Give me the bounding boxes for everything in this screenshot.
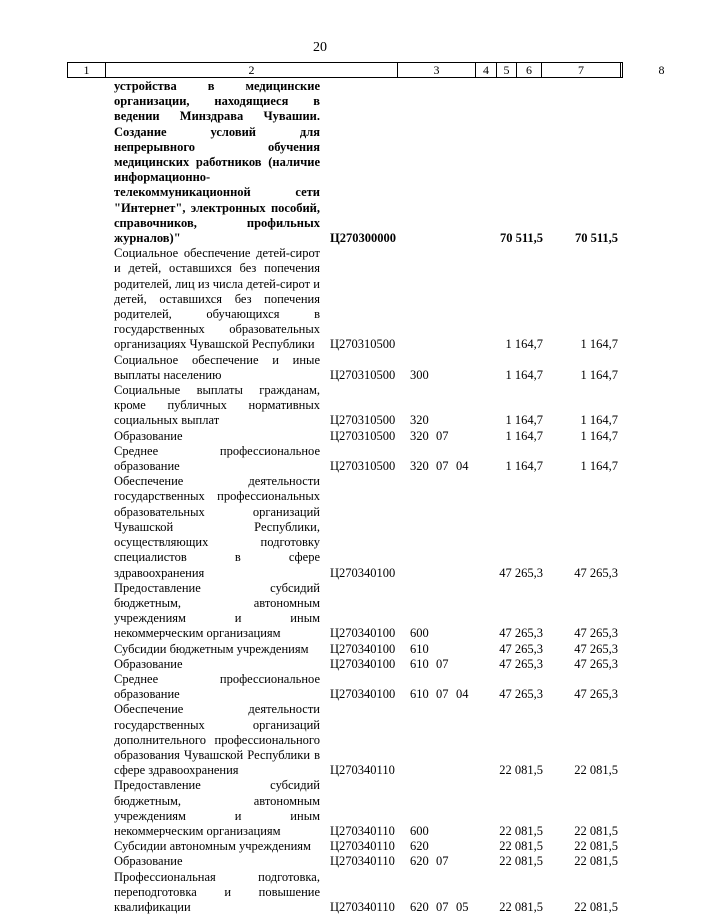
header-col-3: 3: [398, 63, 476, 77]
row-amount-1: 1 164,7: [505, 428, 543, 443]
row-amount-1: 22 081,5: [499, 854, 543, 869]
row-amount-1: 22 081,5: [499, 899, 543, 914]
table-row: [0, 444, 640, 474]
row-amount-1: 1 164,7: [505, 367, 543, 382]
row-amount-1: 22 081,5: [499, 763, 543, 778]
row-amount-2: 22 081,5: [574, 839, 618, 854]
page-number: 20: [313, 40, 327, 55]
row-description: Предоставление субсидий бюджетным, автономным учреждениям и иным некоммерческим организациям: [114, 580, 320, 641]
table-row: [0, 383, 640, 429]
table-row: [0, 474, 640, 580]
row-section: 07: [436, 428, 449, 443]
row-subsection: 05: [456, 899, 469, 914]
row-expense-type: 620: [410, 839, 429, 854]
row-amount-1: 70 511,5: [499, 231, 543, 246]
header-col-6: 6: [517, 63, 542, 77]
header-col-8: 8: [658, 63, 665, 77]
row-amount-2: 22 081,5: [574, 899, 618, 914]
row-amount-2: 70 511,5: [574, 231, 618, 246]
row-description: Субсидии бюджетным учреждениям: [114, 641, 309, 656]
row-amount-1: 22 081,5: [499, 823, 543, 838]
table-body: [0, 79, 640, 915]
table-row: [0, 839, 640, 854]
header-col-4: 4: [476, 63, 497, 77]
row-amount-1: 47 265,3: [499, 641, 543, 656]
row-description: Среднее профессиональное образование: [114, 671, 320, 702]
row-description: Социальное обеспечение и иные выплаты населению: [114, 352, 320, 382]
header-col-7: 7: [542, 63, 621, 77]
row-description: Социальное обеспечение детей-сирот и детей, оставшихся без попечения родителей, лиц из числа детей-сирот и детей, оставшихся без попечения родителей, обучающихся в государственных образовательных организациях Чувашской Республики: [114, 246, 320, 352]
row-amount-2: 1 164,7: [580, 337, 618, 352]
row-description: Обеспечение деятельности государственных профессиональных образовательных организаций Чувашской Республики, осуществляющих подготовку специалистов в сфере здравоохранения: [114, 474, 320, 580]
row-subsection: 04: [456, 687, 469, 702]
row-section: 07: [436, 459, 449, 474]
row-amount-2: 1 164,7: [580, 459, 618, 474]
row-target-code: Ц270340100: [330, 656, 396, 671]
table-row: [0, 778, 640, 839]
table-row: [0, 870, 640, 915]
row-target-code: Ц270340100: [330, 641, 396, 656]
row-target-code: Ц270340110: [330, 854, 395, 869]
row-expense-type: 320: [410, 413, 429, 428]
table-row: [0, 657, 640, 672]
row-target-code: Ц270340110: [330, 763, 395, 778]
row-description: устройства в медицинские организации, находящиеся в ведении Минздрава Чувашии. Создание условий для непрерывного обучения медицинских работников (наличие информационно-телекоммуникационной сети "Интернет", электронных пособий, справочников, профильных журналов)": [114, 79, 320, 246]
row-description: Предоставление субсидий бюджетным, автономным учреждениям и иным некоммерческим организациям: [114, 778, 320, 838]
row-target-code: Ц270310500: [330, 459, 396, 474]
row-amount-1: 47 265,3: [499, 656, 543, 671]
row-amount-2: 1 164,7: [580, 413, 618, 428]
row-target-code: Ц270340100: [330, 565, 396, 580]
row-amount-1: 1 164,7: [505, 337, 543, 352]
row-description: Образование: [114, 656, 183, 671]
row-amount-2: 47 265,3: [574, 641, 618, 656]
row-section: 07: [436, 854, 449, 869]
header-col-2: 2: [106, 63, 398, 77]
row-target-code: Ц270340100: [330, 626, 396, 641]
table-row: [0, 642, 640, 657]
row-expense-type: 620: [410, 854, 429, 869]
row-amount-2: 47 265,3: [574, 626, 618, 641]
row-target-code: Ц270340110: [330, 823, 395, 838]
row-target-code: Ц270340110: [330, 899, 395, 914]
row-expense-type: 600: [410, 626, 429, 641]
row-amount-1: 47 265,3: [499, 626, 543, 641]
row-amount-1: 22 081,5: [499, 839, 543, 854]
table-row: [0, 246, 640, 352]
row-target-code: Ц270310500: [330, 337, 396, 352]
row-amount-2: 22 081,5: [574, 763, 618, 778]
row-target-code: Ц270340110: [330, 839, 395, 854]
row-amount-1: 47 265,3: [499, 687, 543, 702]
row-expense-type: 610: [410, 656, 429, 671]
row-amount-2: 1 164,7: [580, 367, 618, 382]
row-amount-2: 22 081,5: [574, 823, 618, 838]
row-description: Обеспечение деятельности государственных организаций дополнительного профессионального образования Чувашской Республики в сфере здравоохранения: [114, 702, 320, 778]
row-target-code: Ц270340100: [330, 687, 396, 702]
row-expense-type: 620: [410, 899, 429, 914]
row-subsection: 04: [456, 459, 469, 474]
row-description: Образование: [114, 428, 183, 443]
table-row: [0, 581, 640, 642]
row-amount-1: 1 164,7: [505, 459, 543, 474]
row-expense-type: 300: [410, 367, 429, 382]
table-row: [0, 79, 640, 246]
header-col-5: 5: [497, 63, 517, 77]
row-target-code: Ц270310500: [330, 413, 396, 428]
table-row: [0, 672, 640, 702]
table-row: [0, 702, 640, 778]
row-expense-type: 610: [410, 641, 429, 656]
row-target-code: Ц270310500: [330, 367, 396, 382]
row-expense-type: 610: [410, 687, 429, 702]
table-row: [0, 429, 640, 444]
row-target-code: Ц270310500: [330, 428, 396, 443]
table-row: [0, 353, 640, 383]
row-description: Среднее профессиональное образование: [114, 443, 320, 474]
row-description: Образование: [114, 854, 183, 869]
row-description: Профессиональная подготовка, переподготовка и повышение квалификации: [114, 869, 320, 914]
table-row: [0, 854, 640, 869]
row-section: 07: [436, 899, 449, 914]
row-description: Субсидии автономным учреждениям: [114, 839, 311, 854]
row-expense-type: 600: [410, 823, 429, 838]
row-amount-1: 1 164,7: [505, 413, 543, 428]
row-description: Социальные выплаты гражданам, кроме публичных нормативных социальных выплат: [114, 383, 320, 428]
header-col-1: 1: [68, 63, 106, 77]
row-target-code: Ц270300000: [330, 231, 396, 246]
row-amount-2: 1 164,7: [580, 428, 618, 443]
row-section: 07: [436, 656, 449, 671]
row-amount-2: 47 265,3: [574, 565, 618, 580]
row-expense-type: 320: [410, 459, 429, 474]
row-amount-2: 47 265,3: [574, 656, 618, 671]
row-expense-type: 320: [410, 428, 429, 443]
row-amount-2: 22 081,5: [574, 854, 618, 869]
row-amount-1: 47 265,3: [499, 565, 543, 580]
row-section: 07: [436, 687, 449, 702]
table-header: [67, 62, 665, 78]
row-amount-2: 47 265,3: [574, 687, 618, 702]
